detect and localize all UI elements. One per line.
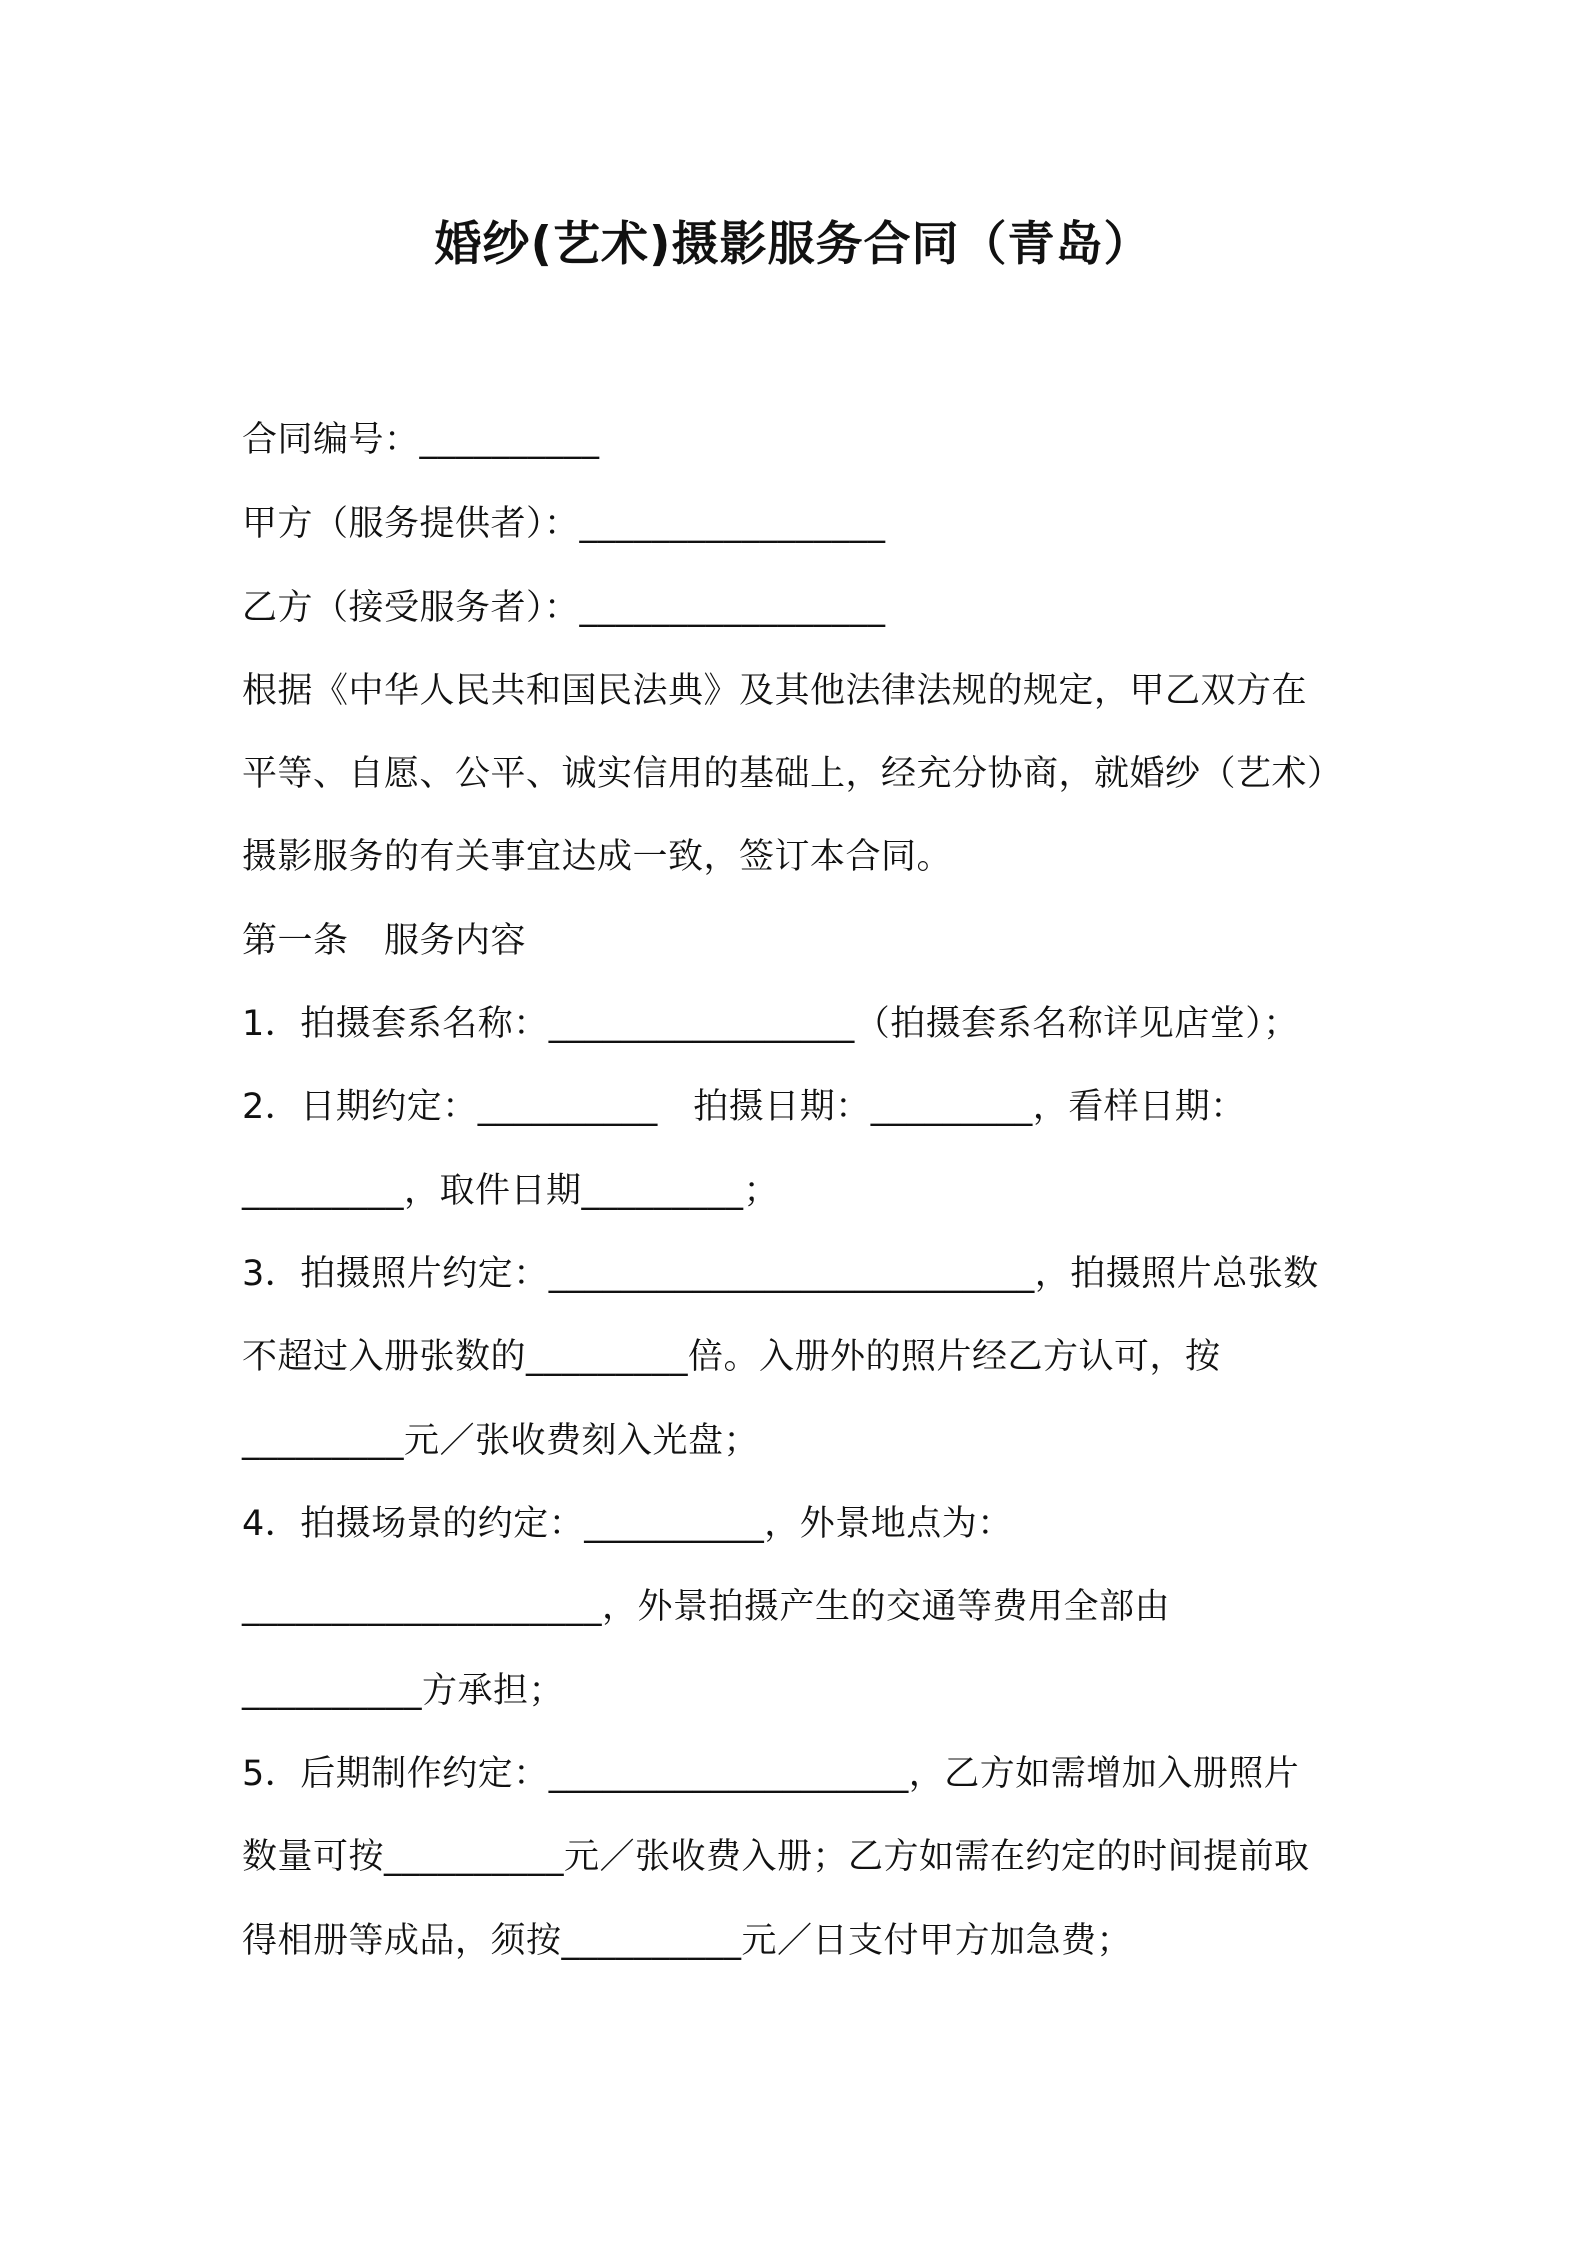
clause-3-line-1: 3．拍摄照片约定：___________________________，拍摄照片总张数 [242, 1254, 1319, 1294]
clause-4-line-3: __________方承担； [242, 1671, 565, 1711]
preamble-line-1: 根据《中华人民共和国民法典》及其他法律法规的规定，甲乙双方在 [242, 671, 1308, 711]
document-title: 婚纱(艺术)摄影服务合同（青岛） [434, 217, 1152, 272]
party-a-line: 甲方（服务提供者）：_________________ [242, 504, 886, 544]
clause-4-line-1: 4．拍摄场景的约定：__________，外景地点为： [242, 1504, 1013, 1544]
party-b-line: 乙方（接受服务者）：_________________ [242, 588, 886, 628]
clause-5-line-1: 5．后期制作约定：____________________，乙方如需增加入册照片 [242, 1754, 1300, 1794]
preamble-line-2: 平等、自愿、公平、诚实信用的基础上，经充分协商，就婚纱（艺术） [242, 754, 1343, 794]
clause-1-line: 1．拍摄套系名称：_________________（拍摄套系名称详见店堂）； [242, 1004, 1299, 1044]
preamble-line-3: 摄影服务的有关事宜达成一致，签订本合同。 [242, 837, 953, 877]
clause-2-line-1: 2．日期约定：__________ 拍摄日期：_________，看样日期： [242, 1087, 1246, 1127]
clause-3-line-3: _________元／张收费刻入光盘； [242, 1421, 760, 1461]
article-1-heading: 第一条 服务内容 [242, 921, 527, 961]
clause-5-line-3: 得相册等成品，须按__________元／日支付甲方加急费； [242, 1921, 1133, 1961]
clause-4-line-2: ____________________，外景拍摄产生的交通等费用全部由 [242, 1587, 1171, 1627]
clause-5-line-2: 数量可按__________元／张收费入册；乙方如需在约定的时间提前取 [242, 1837, 1310, 1877]
contract-number-line: 合同编号：__________ [242, 420, 600, 460]
clause-2-line-2: _________，取件日期_________； [242, 1171, 780, 1211]
clause-3-line-2: 不超过入册张数的_________倍。入册外的照片经乙方认可，按 [242, 1337, 1221, 1377]
